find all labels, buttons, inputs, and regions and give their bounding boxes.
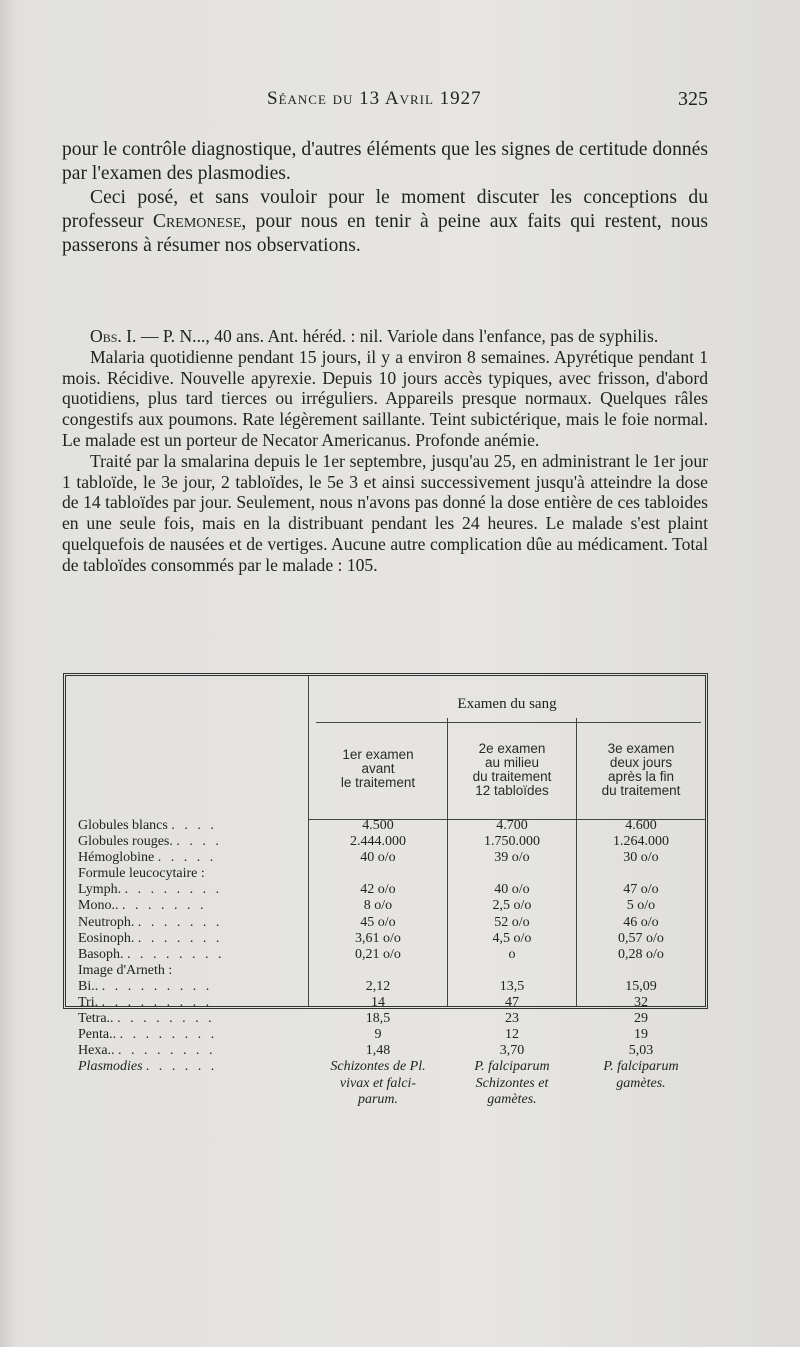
intro-paragraph-1: pour le contrôle diagnostique, d'autres éléments que les signes de certitude donnés par l'examen des plasmodies.	[62, 139, 708, 184]
table-row: Eosinoph. . . . . . . . 3,61 o/o 4,5 o/o 0,57 o/o	[78, 930, 664, 946]
author-name: Cremonese	[152, 211, 242, 232]
intro-text	[62, 138, 708, 258]
table-row: Formule leucocytaire :	[78, 866, 205, 882]
running-head: Séance du 13 Avril 1927	[267, 88, 482, 109]
column-header-1: 1er examen avant le traitement	[340, 747, 416, 790]
observation-paragraph-3: Traité par la smalarina depuis le 1er septembre, jusqu'au 25, en administrant le 1er jour 1 tabloïde, le 3e jour, 2 tabloïdes, le 5e 3 et ainsi successivement jusqu'à atteindre la dose de 14 tabloïdes par jour. Seulement, nous n'avons pas donné la dose entière de ces tabloides en une seule fois, mais en la distribuant pendant les 24 heures. Le malade s'est plaint quelquefois de nausées et de vertiges. Aucune autre complication dûe au médicament. Total de tabloïdes consommés par le malade : 105.	[62, 450, 708, 575]
table-row: Globules blancs . . . . 4.500 4.700 4.600	[78, 818, 657, 833]
table-row: Neutroph. . . . . . . . 45 o/o 52 o/o 46 o/o	[78, 914, 659, 930]
table-row: Mono.. . . . . . . . 8 o/o 2,5 o/o 5 o/o	[78, 898, 656, 914]
observation-text	[62, 326, 708, 576]
page-number: 325	[678, 88, 708, 110]
table-row: vivax et falci- Schizontes et gamètes.	[339, 1075, 666, 1091]
group-rule	[316, 722, 701, 723]
table-row: Tetra.. . . . . . . . . 18,5 23 29	[78, 1011, 648, 1027]
observation-label: Obs. I.	[90, 326, 137, 346]
blood-exam-table	[63, 673, 708, 1107]
table-row: Globules rouges. . . . . 2.444.000 1.750.000 1.264.000	[78, 834, 669, 850]
table-row: parum. gamètes.	[357, 1091, 537, 1107]
observation-paragraph-1: Obs. I. — P. N..., 40 ans. Ant. héréd. : nil. Variole dans l'enfance, pas de syphilis.	[90, 326, 659, 346]
table-group-header: Examen du sang	[457, 696, 557, 712]
table-row: Hexa.. . . . . . . . . 1,48 3,70 5,03	[78, 1043, 654, 1059]
page-header	[62, 88, 708, 116]
table-row: Image d'Arneth :	[78, 962, 173, 978]
column-header-3: 3e examen deux jours après la fin du traitement	[601, 741, 681, 798]
table-row: Lymph. . . . . . . . . 42 o/o 40 o/o 47 o/o	[78, 882, 659, 898]
table-row: Hémoglobine . . . . . 40 o/o 39 o/o 30 o/o	[78, 850, 659, 866]
table-body	[66, 818, 705, 1108]
observation-paragraph-2: Malaria quotidienne pendant 15 jours, il y a environ 8 semaines. Apyrétique pendant 1 mois. Récidive. Nouvelle apyrexie. Depuis 10 jours accès typiques, avec frisson, d'abord quotidiens, plus tard tierces ou irréguliers. Appareils presque normaux. Quelques râles congestifs aux poumons. Rate légèrement saillante. Teint subictérique, mais le foie normal. Le malade est un porteur de Necator Americanus. Profonde anémie.	[62, 346, 708, 450]
table-row: Tri. . . . . . . . . . 14 47 32	[78, 995, 648, 1011]
intro-paragraph-2: Ceci posé, et sans vouloir pour le moment discuter les conceptions du professeur Cremonese, pour nous en tenir à peine aux faits qui restent, nous passerons à résumer nos observations.	[62, 187, 708, 256]
table-row: Bi.. . . . . . . . . . 2,12 13,5 15,09	[78, 978, 657, 994]
column-header-2: 2e examen au milieu du traitement 12 tabloïdes	[472, 741, 552, 798]
table-row: Basoph. . . . . . . . . 0,21 o/o o 0,28 o/o	[78, 946, 664, 962]
table-row: Plasmodies . . . . . . Schizontes de Pl. P. falciparum P. falciparum	[78, 1059, 679, 1075]
table-row: Penta.. . . . . . . . . 9 12 19	[78, 1027, 648, 1043]
